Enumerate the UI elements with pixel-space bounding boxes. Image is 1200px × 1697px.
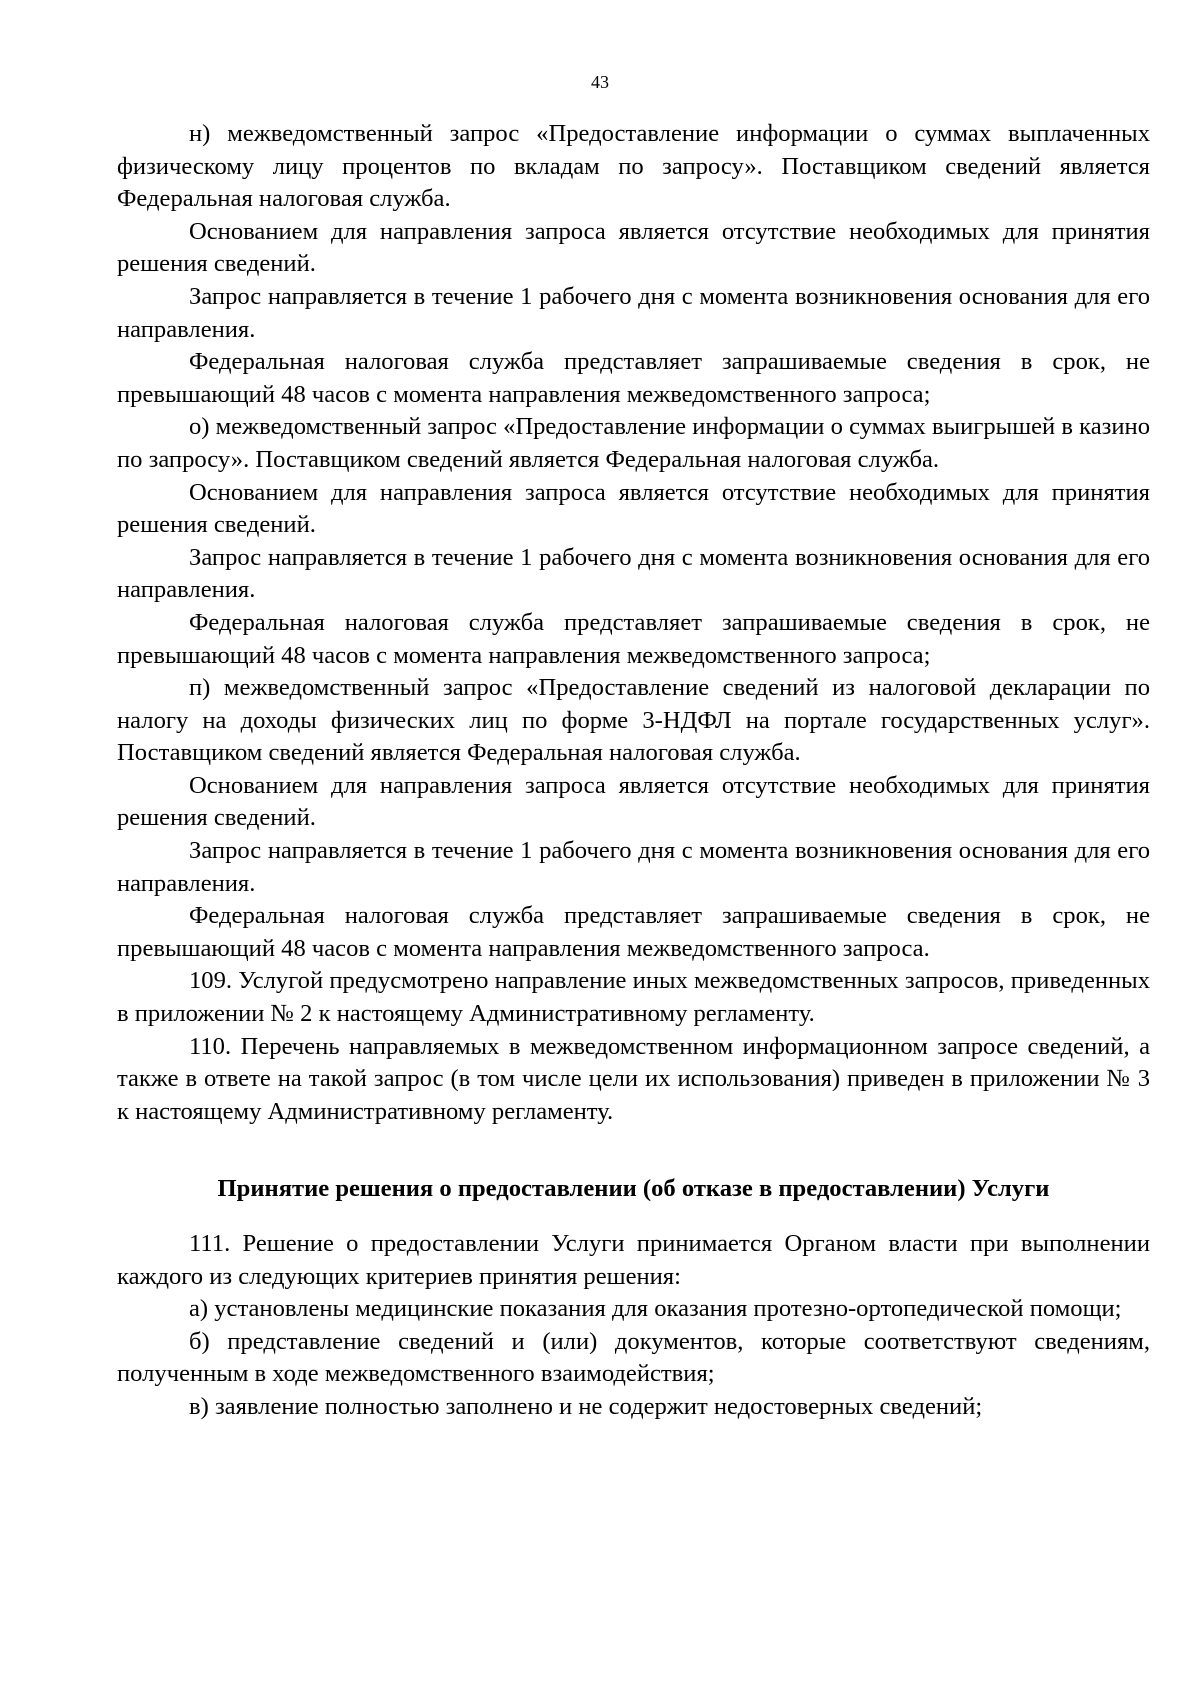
paragraph-n-basis: Основанием для направления запроса является отсутствие необходимых для принятия решения сведений. — [117, 217, 1150, 278]
paragraph-o-response-term: Федеральная налоговая служба представляет запрашиваемые сведения в срок, не превышающий 48 часов с момента направления межведомственного запроса; — [117, 608, 1150, 669]
paragraph-n-request: н) межведомственный запрос «Предоставление информации о суммах выплаченных физическому лицу процентов по вкладам по запросу». Поставщиком сведений является Федеральная налоговая служба. — [117, 120, 1150, 213]
paragraph-111: 111. Решение о предоставлении Услуги принимается Органом власти при выполнении каждого из следующих критериев принятия решения: — [117, 1230, 1150, 1290]
criterion-a: а) установлены медицинские показания для оказания протезно-ортопедической помощи; — [189, 1295, 1122, 1323]
paragraph-p-timing: Запрос направляется в течение 1 рабочего дня с момента возникновения основания для его направления. — [117, 837, 1150, 897]
paragraph-110: 110. Перечень направляемых в межведомственном информационном запросе сведений, а также в ответе на такой запрос (в том числе цели их использования) приведен в приложении № 3 к настоящему Административному регламенту. — [117, 1032, 1150, 1125]
paragraph-p-basis: Основанием для направления запроса является отсутствие необходимых для принятия решения сведений. — [117, 771, 1150, 832]
paragraph-p-request: п) межведомственный запрос «Предоставление сведений из налоговой декларации по налогу на доходы физических лиц по форме 3-НДФЛ на портале государственных услуг». Поставщиком сведений является Федеральная налоговая служба. — [117, 674, 1150, 767]
paragraph-o-timing: Запрос направляется в течение 1 рабочего дня с момента возникновения основания для его направления. — [117, 543, 1150, 604]
paragraph-n-response-term: Федеральная налоговая служба представляет запрашиваемые сведения в срок, не превышающий 48 часов с момента направления межведомственного запроса; — [117, 348, 1150, 408]
paragraph-p-response-term: Федеральная налоговая служба представляет запрашиваемые сведения в срок, не превышающий 48 часов с момента направления межведомственного запроса. — [117, 902, 1150, 962]
page-number: 43 — [591, 72, 609, 92]
criterion-b: б) представление сведений и (или) документов, которые соответствуют сведениям, полученным в ходе межведомственного взаимодействия; — [117, 1327, 1150, 1388]
paragraph-n-timing: Запрос направляется в течение 1 рабочего дня с момента возникновения основания для его направления. — [117, 282, 1150, 343]
paragraph-o-basis: Основанием для направления запроса является отсутствие необходимых для принятия решения сведений. — [117, 478, 1150, 539]
document-body — [117, 118, 1150, 1424]
criterion-v: в) заявление полностью заполнено и не содержит недостоверных сведений; — [189, 1392, 983, 1420]
paragraph-109: 109. Услугой предусмотрено направление иных межведомственных запросов, приведенных в приложении № 2 к настоящему Административному регламенту. — [117, 967, 1150, 1028]
section-heading: Принятие решения о предоставлении (об отказе в предоставлении) Услуги — [217, 1175, 1050, 1203]
paragraph-o-request: о) межведомственный запрос «Предоставление информации о суммах выигрышей в казино по запросу». Поставщиком сведений является Федеральная налоговая служба. — [117, 413, 1150, 473]
